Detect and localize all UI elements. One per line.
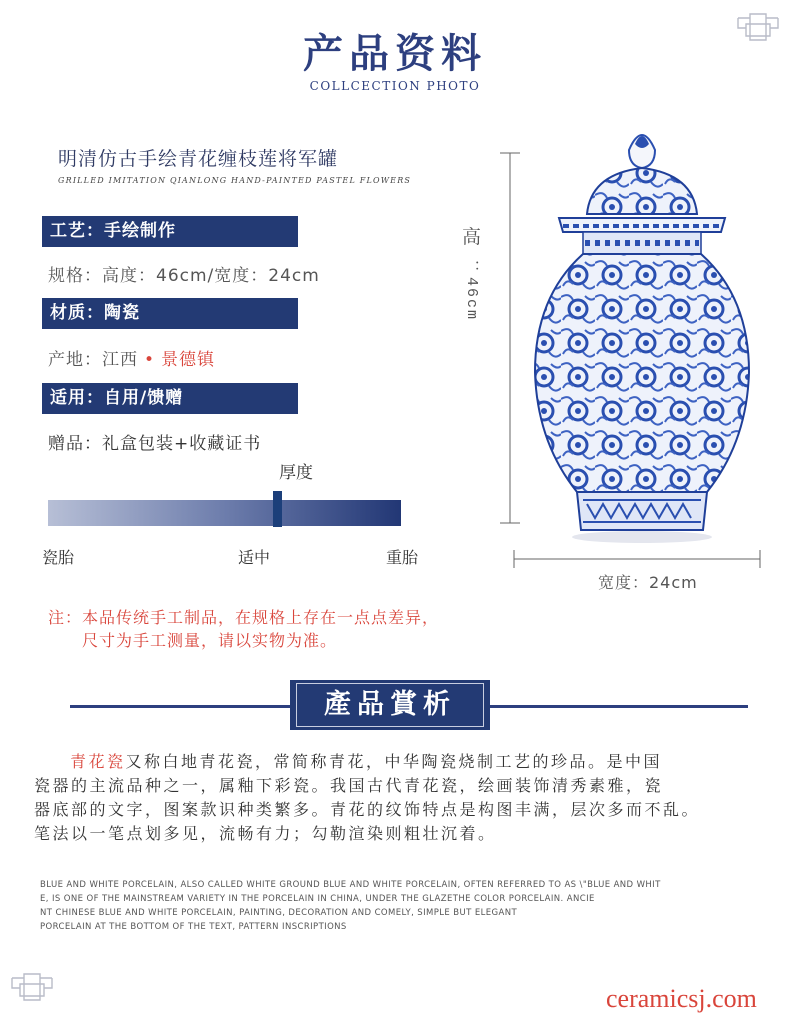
size-label: 规格： [48,266,102,286]
thickness-bar [48,500,401,526]
section-title: 產品賞析 [296,683,484,727]
usage-value: 自用/馈赠 [104,388,184,408]
usage-label: 适用： [50,388,104,408]
product-name: 明清仿古手绘青花缠枝莲将军罐 [58,148,339,170]
material-value: 陶瓷 [104,303,140,323]
thickness-label-medium: 适中 [238,548,271,567]
page-subtitle: COLLCECTION PHOTO [309,79,481,93]
origin-dot: • [144,350,156,370]
description-zh [34,750,764,846]
origin-city: 景德镇 [161,350,216,370]
origin-row [48,345,215,370]
note-line-1: 注：本品传统手工制品，在规格上存在一点点差异， [48,608,440,627]
corner-ornament-bottom-left [10,972,54,1002]
note-line-2: 尺寸为手工测量，请以实物为准。 [82,631,338,650]
height-dimension-line [490,148,520,528]
origin-province: 江西 [102,350,138,370]
gift-label: 赠品： [48,434,102,454]
section-divider-left [70,705,290,708]
description-line-3: 器底部的文字，图案款识种类繁多。青花的纹饰特点是构图丰满，层次多而不乱。 [34,800,701,819]
description-en-line-2: E, IS ONE OF THE MAINSTREAM VARIETY IN THE PORCELAIN IN CHINA, UNDER THE GLAZETHE COLOR PORCELAIN. ANCIE [40,894,595,904]
thickness-title: 厚度 [279,463,313,483]
page-title: 产品资料 [303,30,487,77]
thickness-label-heavy: 重胎 [386,548,419,567]
height-value: ：46cm [463,260,480,322]
description-en-line-4: PORCELAIN AT THE BOTTOM OF THE TEXT, PATTERN INSCRIPTIONS [40,922,347,932]
gift-value: 礼盒包装+收藏证书 [102,434,262,454]
height-label: 高 [462,226,482,248]
craft-label: 工艺： [50,221,104,241]
watermark: ceramicsj.com [606,984,757,1013]
description-line-4: 笔法以一笔点划多见，流畅有力；勾勒渲染则粗壮沉着。 [34,824,497,843]
width-label: 宽度：24cm [598,573,698,592]
thickness-label-thin: 瓷胎 [42,548,75,567]
description-line-2: 瓷器的主流品种之一，属釉下彩瓷。我国古代青花瓷，绘画装饰清秀素雅，瓷 [34,776,664,795]
material-label: 材质： [50,303,104,323]
thickness-marker [273,491,282,527]
description-en-line-1: BLUE AND WHITE PORCELAIN, ALSO CALLED WHITE GROUND BLUE AND WHITE PORCELAIN, OFTEN REFERRED TO AS \"BLUE AND WHIT [40,880,661,890]
section-divider-right [490,705,748,708]
origin-label: 产地： [48,350,102,370]
size-row [48,261,320,286]
description-en-line-3: NT CHINESE BLUE AND WHITE PORCELAIN, PAINTING, DECORATION AND COMELY, SIMPLE BUT ELEGANT [40,908,518,918]
description-en [40,878,700,934]
vase-image [527,122,757,552]
width-dimension-line [512,548,762,570]
description-line-1: 又称白地青花瓷，常简称青花，中华陶瓷烧制工艺的珍品。是中国 [125,752,663,771]
product-name-en: GRILLED IMITATION QIANLONG HAND-PAINTED PASTEL FLOWERS [58,176,412,185]
corner-ornament-top-right [736,12,780,42]
description-highlight: 青花瓷 [70,752,126,771]
craft-bar [42,216,298,247]
usage-bar [42,383,298,414]
material-bar [42,298,298,329]
gift-row [48,429,261,454]
size-value: 高度：46cm/宽度：24cm [102,266,320,286]
craft-value: 手绘制作 [104,221,176,241]
